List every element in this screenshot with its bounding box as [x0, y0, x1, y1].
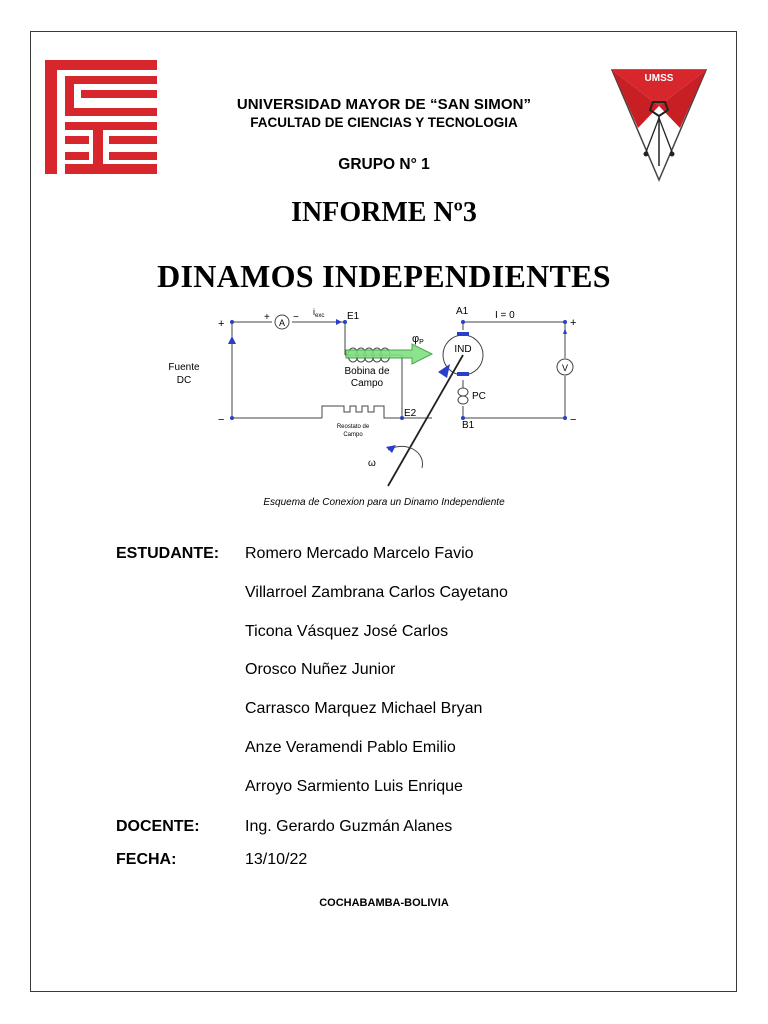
diagram-caption: Esquema de Conexion para un Dinamo Independiente — [263, 497, 505, 508]
faculty-name: FACULTAD DE CIENCIAS Y TECNOLOGIA — [250, 115, 518, 130]
field-coil-label-line1: Bobina de — [344, 366, 390, 377]
student-7: Arroyo Sarmiento Luis Enrique — [245, 778, 463, 795]
field-coil-label-line2: Campo — [350, 378, 384, 389]
current-zero-label: I = 0 — [495, 310, 515, 321]
source-label-line1: Fuente — [168, 362, 200, 373]
report-title: DINAMOS INDEPENDIENTES — [157, 258, 611, 294]
date-value: 13/10/22 — [245, 851, 308, 868]
student-4: Orosco Nuñez Junior — [245, 661, 396, 678]
plus-left: + — [218, 318, 225, 330]
circuit-diagram — [160, 300, 600, 490]
umss-logo-text: UMSS — [644, 73, 674, 84]
terminal-e1: E1 — [347, 311, 360, 322]
student-5: Carrasco Marquez Michael Bryan — [245, 700, 483, 717]
plus-ammeter: + — [264, 312, 270, 323]
teacher-name: Ing. Gerardo Guzmán Alanes — [245, 818, 453, 835]
student-label: ESTUDANTE: — [116, 545, 220, 562]
teacher-label: DOCENTE: — [116, 818, 200, 835]
excitation-current-label: $i_{exc}$ — [313, 307, 325, 319]
minus-right: − — [570, 414, 577, 426]
interpole-label: PC — [472, 391, 486, 402]
student-6: Anze Veramendi Pablo Emilio — [245, 739, 456, 756]
rheostat-label-line2: Campo — [343, 432, 363, 438]
student-1: Romero Mercado Marcelo Favio — [245, 545, 474, 562]
minus-ammeter: − — [293, 312, 299, 323]
group-number: GRUPO N° 1 — [338, 156, 430, 173]
plus-right: + — [570, 317, 577, 329]
city-footer: COCHABAMBA-BOLIVIA — [319, 897, 449, 909]
source-label-line2: DC — [176, 375, 192, 386]
student-3: Ticona Vásquez José Carlos — [245, 623, 449, 640]
inductor-label: IND — [454, 344, 472, 355]
date-label: FECHA: — [116, 851, 177, 868]
terminal-b1: B1 — [462, 420, 475, 431]
terminal-e2: E2 — [404, 408, 417, 419]
rheostat-label-line1: Reostato de — [336, 424, 370, 430]
voltmeter-label: V — [561, 363, 569, 373]
report-number: INFORME Nº3 — [291, 197, 477, 228]
minus-left: − — [218, 414, 225, 426]
student-2: Villarroel Zambrana Carlos Cayetano — [245, 584, 508, 601]
omega-label: ω — [368, 458, 376, 469]
university-name: UNIVERSIDAD MAYOR DE “SAN SIMON” — [236, 96, 532, 113]
ammeter-label: A — [278, 318, 286, 328]
flux-label: φP — [412, 333, 424, 346]
terminal-a1: A1 — [456, 306, 469, 317]
